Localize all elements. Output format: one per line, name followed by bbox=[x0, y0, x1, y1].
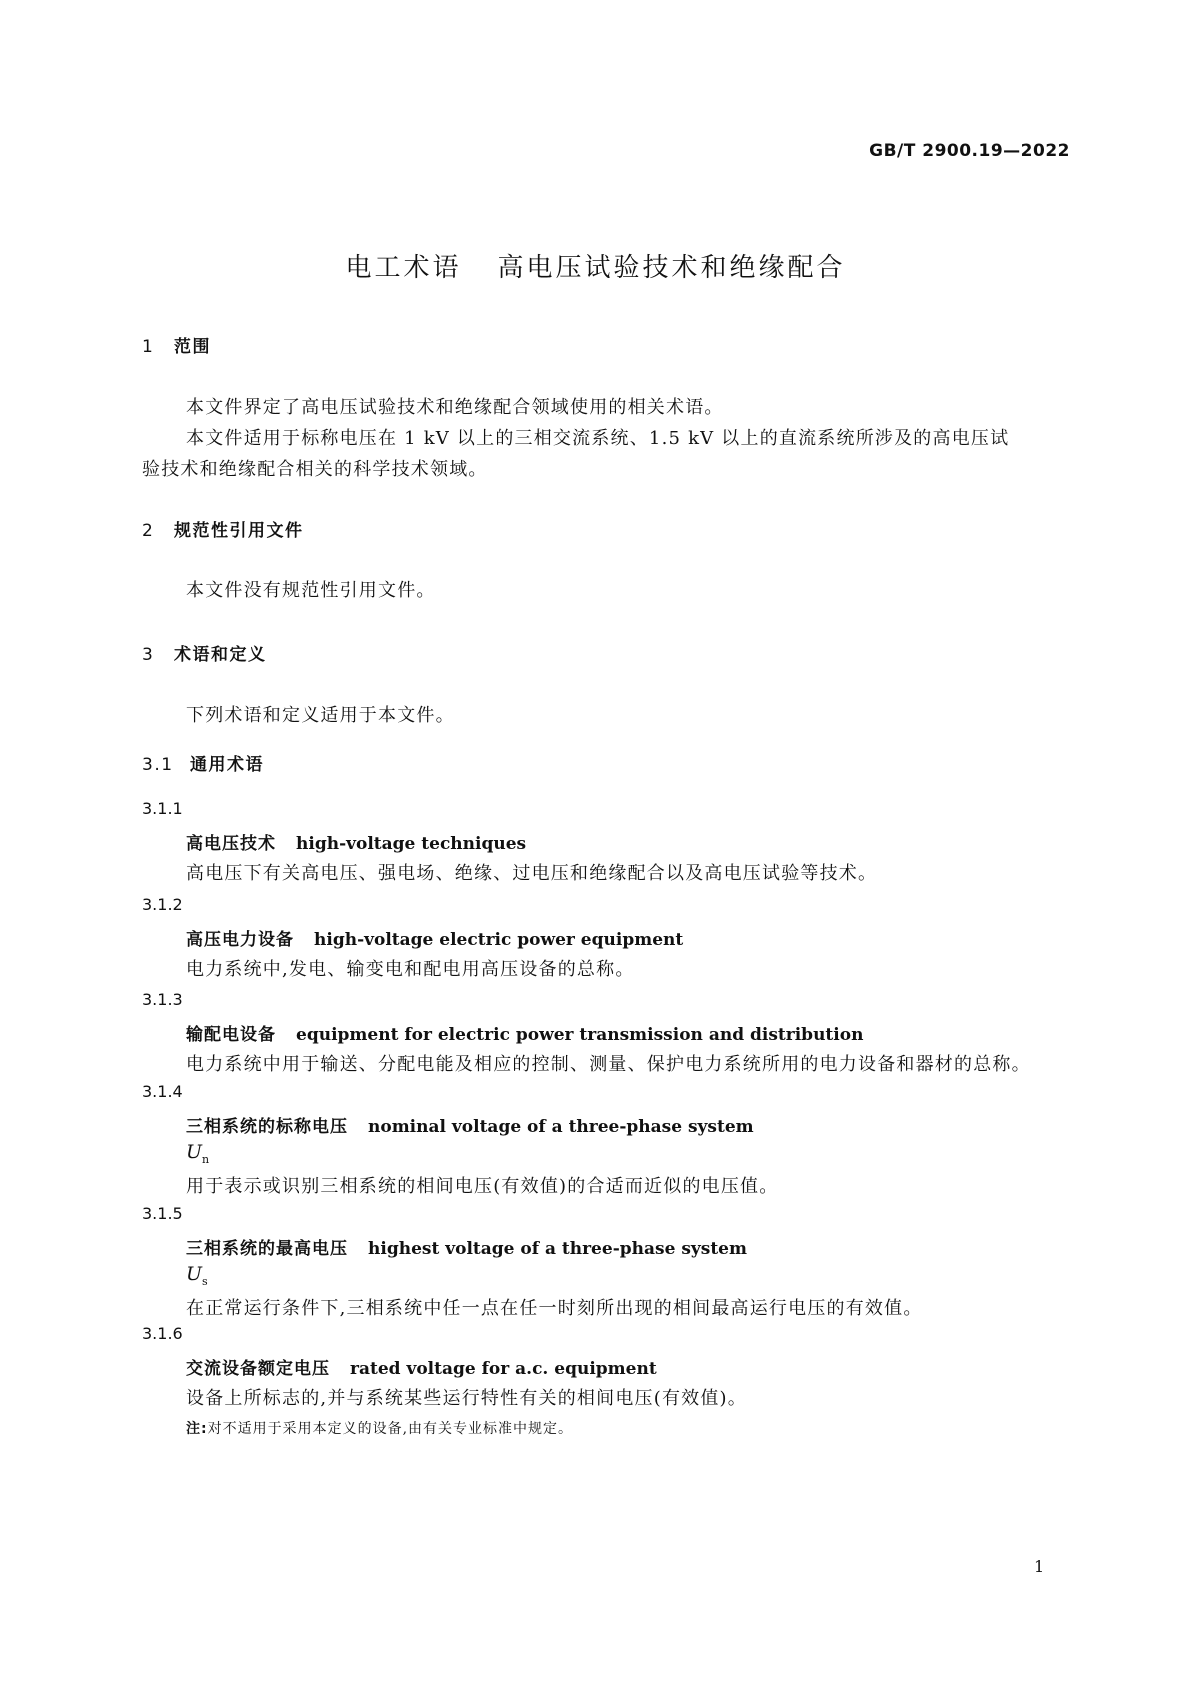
section-title: 规范性引用文件 bbox=[174, 521, 304, 541]
title-part2: 高电压试验技术和绝缘配合 bbox=[497, 253, 846, 283]
section-number: 3 bbox=[142, 645, 155, 665]
term-zh: 高电压技术 bbox=[186, 834, 276, 854]
term-heading bbox=[186, 1354, 657, 1379]
term-number: 3.1.2 bbox=[142, 895, 183, 914]
term-zh: 高压电力设备 bbox=[186, 930, 294, 950]
term-en: nominal voltage of a three-phase system bbox=[368, 1117, 754, 1137]
term-number: 3.1.1 bbox=[142, 799, 183, 818]
term-symbol bbox=[186, 1263, 208, 1288]
section-1-paragraph-1: 本文件界定了高电压试验技术和绝缘配合领域使用的相关术语。 bbox=[186, 397, 724, 418]
section-number: 3.1 bbox=[142, 755, 174, 775]
term-heading bbox=[186, 1112, 754, 1137]
symbol-letter: U bbox=[186, 1141, 203, 1163]
term-zh: 三相系统的标称电压 bbox=[186, 1117, 348, 1137]
term-en: highest voltage of a three-phase system bbox=[368, 1239, 747, 1259]
term-heading bbox=[186, 829, 526, 854]
term-heading bbox=[186, 1234, 747, 1259]
standard-code: GB/T 2900.19—2022 bbox=[869, 141, 1070, 161]
term-number: 3.1.4 bbox=[142, 1082, 183, 1101]
term-en: high-voltage techniques bbox=[296, 834, 527, 854]
note-label: 注: bbox=[186, 1421, 208, 1437]
section-2-paragraph: 本文件没有规范性引用文件。 bbox=[186, 580, 436, 601]
section-3-paragraph: 下列术语和定义适用于本文件。 bbox=[186, 705, 455, 726]
section-1-paragraph-2-cont: 验技术和绝缘配合相关的科学技术领域。 bbox=[142, 459, 488, 480]
symbol-subscript: s bbox=[202, 1274, 208, 1288]
term-note bbox=[186, 1418, 573, 1438]
title-part1: 电工术语 bbox=[345, 253, 462, 283]
section-number: 2 bbox=[142, 521, 155, 541]
term-zh: 三相系统的最高电压 bbox=[186, 1239, 348, 1259]
section-title: 范围 bbox=[174, 337, 211, 357]
page-number: 1 bbox=[1034, 1557, 1045, 1576]
section-3-1-heading bbox=[142, 750, 264, 775]
term-definition: 在正常运行条件下,三相系统中任一点在任一时刻所出现的相间最高运行电压的有效值。 bbox=[186, 1298, 923, 1319]
term-definition: 用于表示或识别三相系统的相间电压(有效值)的合适而近似的电压值。 bbox=[186, 1176, 779, 1197]
note-text: 对不适用于采用本定义的设备,由有关专业标准中规定。 bbox=[207, 1421, 574, 1437]
term-en: equipment for electric power transmission and distribution bbox=[296, 1025, 864, 1045]
document-title bbox=[0, 247, 1191, 284]
symbol-subscript: n bbox=[202, 1152, 210, 1166]
term-number: 3.1.6 bbox=[142, 1324, 183, 1343]
term-symbol bbox=[186, 1141, 209, 1166]
section-1-heading bbox=[142, 332, 211, 357]
term-zh: 输配电设备 bbox=[186, 1025, 276, 1045]
section-1-paragraph-2: 本文件适用于标称电压在 1 kV 以上的三相交流系统、1.5 kV 以上的直流系统所涉及的高电压试 bbox=[186, 428, 1010, 449]
term-number: 3.1.5 bbox=[142, 1204, 183, 1223]
term-heading bbox=[186, 1020, 863, 1045]
term-zh: 交流设备额定电压 bbox=[186, 1359, 330, 1379]
term-definition: 电力系统中,发电、输变电和配电用高压设备的总称。 bbox=[186, 959, 635, 980]
section-title: 通用术语 bbox=[190, 755, 264, 775]
section-2-heading bbox=[142, 516, 304, 541]
symbol-letter: U bbox=[186, 1263, 203, 1285]
term-en: rated voltage for a.c. equipment bbox=[350, 1359, 657, 1379]
term-definition: 设备上所标志的,并与系统某些运行特性有关的相间电压(有效值)。 bbox=[186, 1388, 747, 1409]
term-number: 3.1.3 bbox=[142, 990, 183, 1009]
section-3-heading bbox=[142, 640, 267, 665]
term-definition: 电力系统中用于输送、分配电能及相应的控制、测量、保护电力系统所用的电力设备和器材的总称。 bbox=[186, 1054, 1031, 1075]
term-heading bbox=[186, 925, 683, 950]
term-en: high-voltage electric power equipment bbox=[314, 930, 684, 950]
section-title: 术语和定义 bbox=[174, 645, 267, 665]
section-number: 1 bbox=[142, 337, 155, 357]
term-definition: 高电压下有关高电压、强电场、绝缘、过电压和绝缘配合以及高电压试验等技术。 bbox=[186, 863, 878, 884]
